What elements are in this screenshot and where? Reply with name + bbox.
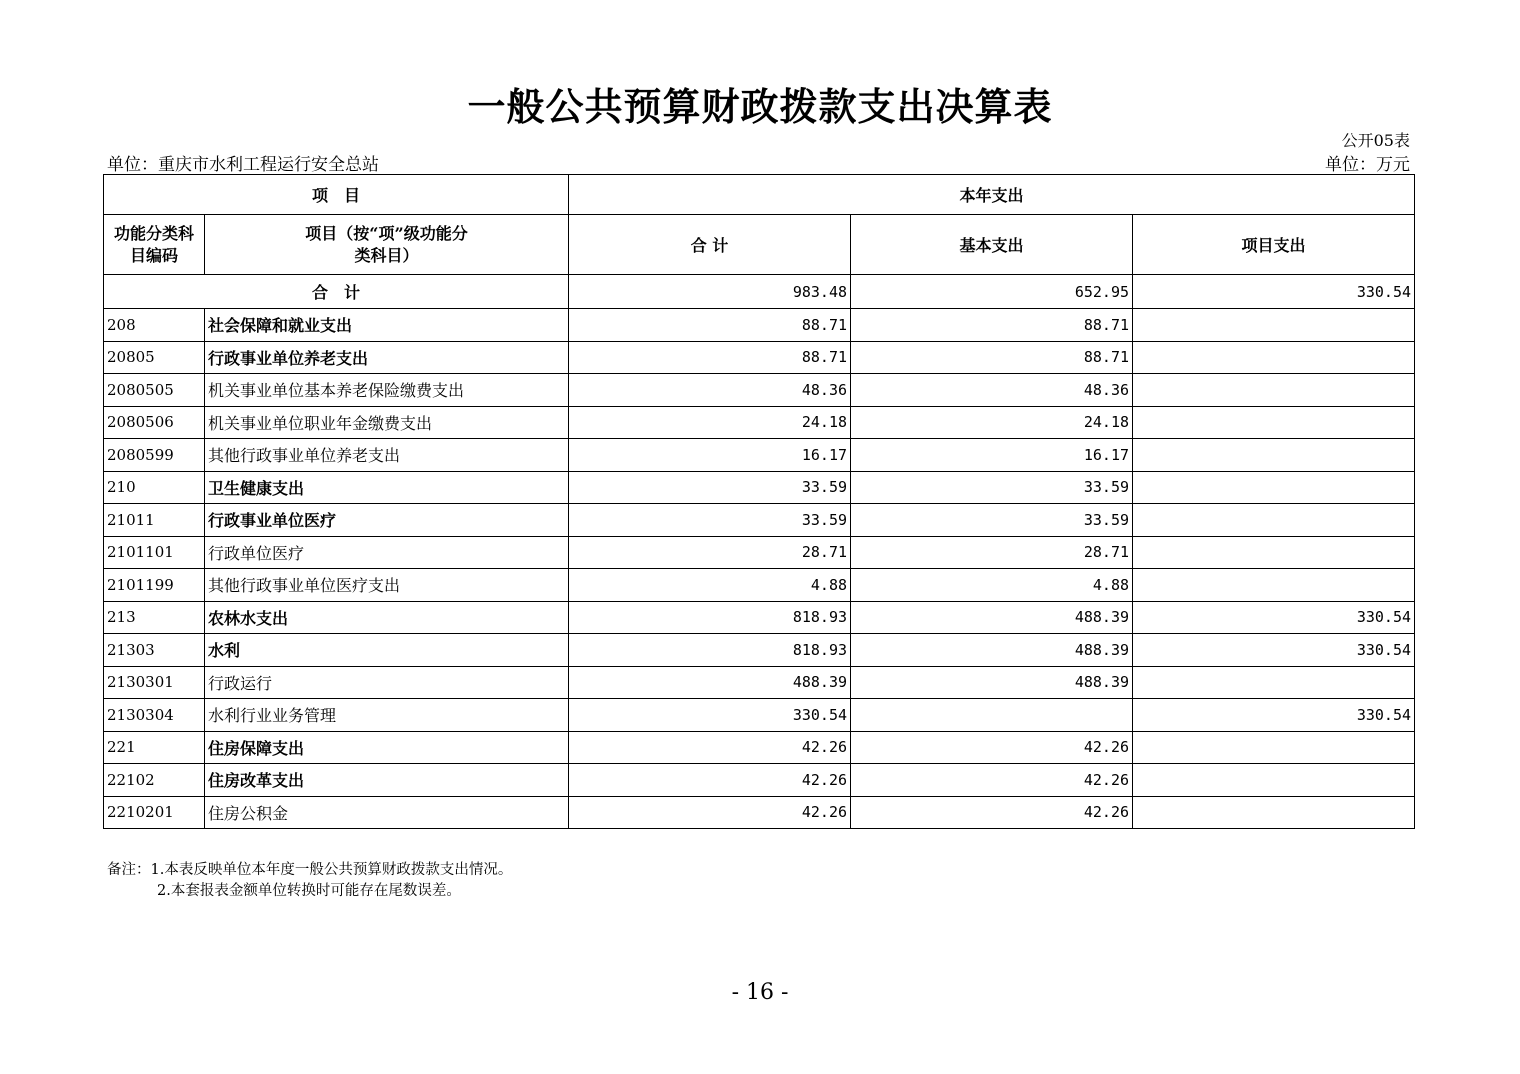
row-name: 水利行业业务管理: [205, 699, 569, 732]
row-total: 33.59: [569, 504, 851, 537]
page-title: 一般公共预算财政拨款支出决算表: [467, 84, 1053, 129]
table-row: [104, 406, 1415, 439]
row-name: 行政运行: [205, 666, 569, 699]
row-project: [1133, 374, 1415, 407]
row-total: 28.71: [569, 536, 851, 569]
row-project: [1133, 504, 1415, 537]
header-row-1: [104, 175, 1415, 215]
row-name: 机关事业单位职业年金缴费支出: [205, 406, 569, 439]
total-label: 合 计: [104, 275, 569, 309]
row-total: 24.18: [569, 406, 851, 439]
page-number: - 16 -: [731, 980, 789, 1005]
row-name: 其他行政事业单位医疗支出: [205, 569, 569, 602]
table-row: [104, 601, 1415, 634]
table-row: [104, 439, 1415, 472]
row-total: 42.26: [569, 764, 851, 797]
row-project: [1133, 796, 1415, 829]
reporting-unit: 单位：重庆市水利工程运行安全总站: [107, 155, 379, 175]
row-basic: 16.17: [851, 439, 1133, 472]
row-basic: 88.71: [851, 341, 1133, 374]
row-code: 2080599: [104, 439, 205, 472]
table-row: [104, 309, 1415, 342]
row-basic: 488.39: [851, 601, 1133, 634]
row-name: 行政事业单位医疗: [205, 504, 569, 537]
row-project: [1133, 471, 1415, 504]
row-code: 213: [104, 601, 205, 634]
header-name: 项目（按“项”级功能分类科目）: [205, 215, 569, 275]
row-project: [1133, 406, 1415, 439]
row-project: 330.54: [1133, 601, 1415, 634]
row-project: [1133, 341, 1415, 374]
header-row-2: [104, 215, 1415, 275]
row-total: 88.71: [569, 309, 851, 342]
row-basic: 28.71: [851, 536, 1133, 569]
row-name: 住房公积金: [205, 796, 569, 829]
table-row: [104, 471, 1415, 504]
row-total: 818.93: [569, 634, 851, 667]
row-total: 42.26: [569, 731, 851, 764]
row-basic: 33.59: [851, 504, 1133, 537]
row-basic: 488.39: [851, 666, 1133, 699]
note-line-2: 2.本套报表金额单位转换时可能存在尾数误差。: [157, 883, 461, 899]
total-value: 983.48: [569, 275, 851, 309]
total-row: [104, 275, 1415, 309]
row-code: 221: [104, 731, 205, 764]
currency-unit: 单位：万元: [1325, 155, 1410, 175]
row-basic: 488.39: [851, 634, 1133, 667]
row-code: 21303: [104, 634, 205, 667]
header-item: 项 目: [104, 175, 569, 215]
table-row: [104, 731, 1415, 764]
row-total: 818.93: [569, 601, 851, 634]
row-name: 住房改革支出: [205, 764, 569, 797]
note-line-1: 备注：1.本表反映单位本年度一般公共预算财政拨款支出情况。: [107, 862, 513, 878]
header-project: 项目支出: [1133, 215, 1415, 275]
row-project: [1133, 536, 1415, 569]
row-project: [1133, 666, 1415, 699]
total-basic-value: 652.95: [851, 275, 1133, 309]
row-project: [1133, 309, 1415, 342]
table-row: [104, 796, 1415, 829]
table-row: [104, 569, 1415, 602]
row-basic: 42.26: [851, 731, 1133, 764]
table-row: [104, 666, 1415, 699]
row-basic: [851, 699, 1133, 732]
header-basic: 基本支出: [851, 215, 1133, 275]
table-row: [104, 341, 1415, 374]
header-total: 合 计: [569, 215, 851, 275]
table-row: [104, 374, 1415, 407]
row-code: 2080505: [104, 374, 205, 407]
total-project-value: 330.54: [1133, 275, 1415, 309]
row-project: 330.54: [1133, 699, 1415, 732]
row-project: [1133, 569, 1415, 602]
row-code: 2101101: [104, 536, 205, 569]
table-code: 公开05表: [1341, 131, 1410, 150]
table-row: [104, 764, 1415, 797]
row-total: 48.36: [569, 374, 851, 407]
row-code: 21011: [104, 504, 205, 537]
row-project: 330.54: [1133, 634, 1415, 667]
row-project: [1133, 764, 1415, 797]
row-name: 住房保障支出: [205, 731, 569, 764]
row-name: 社会保障和就业支出: [205, 309, 569, 342]
row-total: 33.59: [569, 471, 851, 504]
row-name: 行政单位医疗: [205, 536, 569, 569]
row-code: 20805: [104, 341, 205, 374]
table-row: [104, 536, 1415, 569]
row-basic: 42.26: [851, 796, 1133, 829]
row-basic: 88.71: [851, 309, 1133, 342]
row-name: 行政事业单位养老支出: [205, 341, 569, 374]
row-basic: 48.36: [851, 374, 1133, 407]
row-basic: 24.18: [851, 406, 1133, 439]
header-code: 功能分类科目编码: [104, 215, 205, 275]
row-basic: 42.26: [851, 764, 1133, 797]
notes: [107, 860, 512, 902]
row-code: 2080506: [104, 406, 205, 439]
row-name: 水利: [205, 634, 569, 667]
row-total: 16.17: [569, 439, 851, 472]
table-row: [104, 504, 1415, 537]
row-basic: 33.59: [851, 471, 1133, 504]
row-project: [1133, 731, 1415, 764]
header-current-year: 本年支出: [569, 175, 1415, 215]
row-total: 4.88: [569, 569, 851, 602]
row-name: 农林水支出: [205, 601, 569, 634]
row-total: 488.39: [569, 666, 851, 699]
row-project: [1133, 439, 1415, 472]
row-basic: 4.88: [851, 569, 1133, 602]
row-code: 2130304: [104, 699, 205, 732]
budget-table: [103, 174, 1415, 829]
row-code: 2101199: [104, 569, 205, 602]
row-name: 机关事业单位基本养老保险缴费支出: [205, 374, 569, 407]
row-code: 208: [104, 309, 205, 342]
row-name: 其他行政事业单位养老支出: [205, 439, 569, 472]
row-code: 2210201: [104, 796, 205, 829]
row-total: 330.54: [569, 699, 851, 732]
row-code: 2130301: [104, 666, 205, 699]
table-row: [104, 699, 1415, 732]
row-total: 88.71: [569, 341, 851, 374]
row-total: 42.26: [569, 796, 851, 829]
row-name: 卫生健康支出: [205, 471, 569, 504]
row-code: 22102: [104, 764, 205, 797]
table-row: [104, 634, 1415, 667]
row-code: 210: [104, 471, 205, 504]
